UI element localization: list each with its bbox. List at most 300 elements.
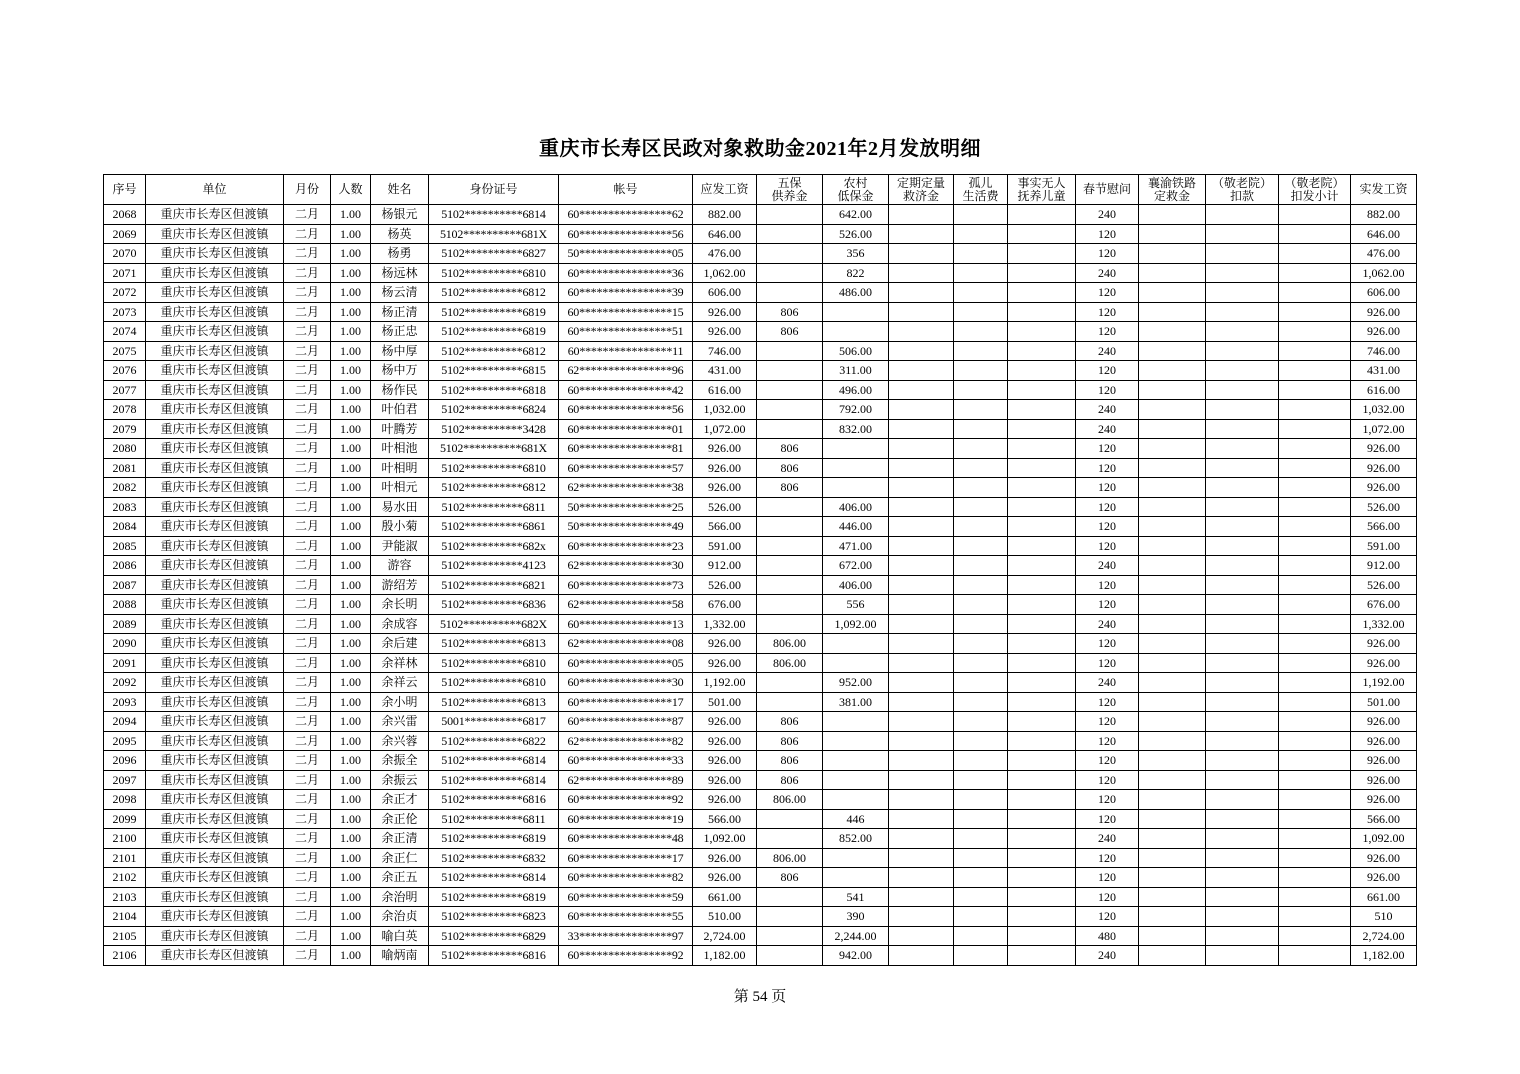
cell-gross-pay: 661.00 <box>693 887 757 907</box>
cell-account: 60****************48 <box>559 829 693 849</box>
cell-net-pay: 926.00 <box>1351 322 1417 342</box>
cell-gross-pay: 1,072.00 <box>693 419 757 439</box>
cell-nursing-home-deduction <box>1206 400 1279 420</box>
cell-serial: 2097 <box>104 770 146 790</box>
cell-rural-dibao: 822 <box>823 263 889 283</box>
cell-regular-relief <box>889 790 954 810</box>
cell-gross-pay: 926.00 <box>693 458 757 478</box>
table-row <box>104 263 1417 283</box>
cell-month: 二月 <box>284 731 331 751</box>
cell-id-number: 5102**********6810 <box>429 673 559 693</box>
cell-id-number: 5102**********6813 <box>429 634 559 654</box>
cell-unattended-child <box>1008 751 1076 771</box>
cell-unattended-child <box>1008 283 1076 303</box>
cell-month: 二月 <box>284 653 331 673</box>
cell-regular-relief <box>889 283 954 303</box>
cell-nursing-home-deduction <box>1206 536 1279 556</box>
cell-spring-festival: 240 <box>1076 673 1139 693</box>
cell-unattended-child <box>1008 419 1076 439</box>
cell-month: 二月 <box>284 790 331 810</box>
cell-serial: 2071 <box>104 263 146 283</box>
cell-name: 余兴雷 <box>371 712 429 732</box>
cell-count: 1.00 <box>331 770 371 790</box>
cell-net-pay: 926.00 <box>1351 770 1417 790</box>
cell-serial: 2080 <box>104 439 146 459</box>
cell-account: 60****************82 <box>559 868 693 888</box>
cell-nursing-home-deduction-subtotal <box>1279 244 1351 264</box>
cell-net-pay: 501.00 <box>1351 692 1417 712</box>
table-row <box>104 634 1417 654</box>
cell-net-pay: 926.00 <box>1351 478 1417 498</box>
cell-rural-dibao <box>823 653 889 673</box>
table-row <box>104 380 1417 400</box>
cell-id-number: 5102**********6829 <box>429 926 559 946</box>
cell-nursing-home-deduction-subtotal <box>1279 946 1351 966</box>
table-row <box>104 439 1417 459</box>
cell-wubao-support <box>757 361 823 381</box>
table-row <box>104 400 1417 420</box>
cell-xiangyu-railway <box>1139 400 1206 420</box>
cell-nursing-home-deduction <box>1206 224 1279 244</box>
cell-nursing-home-deduction-subtotal <box>1279 751 1351 771</box>
cell-unit: 重庆市长寿区但渡镇 <box>146 244 284 264</box>
cell-orphan-allowance <box>954 673 1008 693</box>
cell-serial: 2076 <box>104 361 146 381</box>
cell-regular-relief <box>889 770 954 790</box>
cell-month: 二月 <box>284 907 331 927</box>
cell-wubao-support <box>757 595 823 615</box>
cell-id-number: 5102**********6823 <box>429 907 559 927</box>
cell-regular-relief <box>889 380 954 400</box>
cell-nursing-home-deduction-subtotal <box>1279 907 1351 927</box>
cell-account: 62****************58 <box>559 595 693 615</box>
cell-spring-festival: 120 <box>1076 575 1139 595</box>
cell-serial: 2078 <box>104 400 146 420</box>
cell-orphan-allowance <box>954 439 1008 459</box>
cell-account: 60****************42 <box>559 380 693 400</box>
cell-account: 60****************92 <box>559 946 693 966</box>
cell-orphan-allowance <box>954 692 1008 712</box>
cell-regular-relief <box>889 848 954 868</box>
cell-count: 1.00 <box>331 224 371 244</box>
cell-id-number: 5102**********6819 <box>429 829 559 849</box>
table-row <box>104 322 1417 342</box>
cell-name: 余祥林 <box>371 653 429 673</box>
cell-net-pay: 510 <box>1351 907 1417 927</box>
cell-unattended-child <box>1008 263 1076 283</box>
cell-id-number: 5102**********6813 <box>429 692 559 712</box>
cell-net-pay: 1,192.00 <box>1351 673 1417 693</box>
cell-unattended-child <box>1008 380 1076 400</box>
cell-unattended-child <box>1008 653 1076 673</box>
cell-nursing-home-deduction-subtotal <box>1279 614 1351 634</box>
cell-gross-pay: 926.00 <box>693 751 757 771</box>
cell-id-number: 5102**********3428 <box>429 419 559 439</box>
cell-unit: 重庆市长寿区但渡镇 <box>146 907 284 927</box>
cell-spring-festival: 120 <box>1076 458 1139 478</box>
cell-xiangyu-railway <box>1139 809 1206 829</box>
cell-orphan-allowance <box>954 478 1008 498</box>
cell-unattended-child <box>1008 224 1076 244</box>
cell-unattended-child <box>1008 692 1076 712</box>
cell-gross-pay: 1,182.00 <box>693 946 757 966</box>
cell-nursing-home-deduction <box>1206 380 1279 400</box>
header-nursing-home-deduction: （敬老院） 扣款 <box>1206 175 1279 205</box>
cell-account: 60****************56 <box>559 400 693 420</box>
cell-name: 杨正忠 <box>371 322 429 342</box>
cell-month: 二月 <box>284 926 331 946</box>
cell-nursing-home-deduction <box>1206 595 1279 615</box>
cell-rural-dibao: 792.00 <box>823 400 889 420</box>
cell-serial: 2104 <box>104 907 146 927</box>
cell-name: 余振云 <box>371 770 429 790</box>
cell-regular-relief <box>889 692 954 712</box>
cell-spring-festival: 120 <box>1076 302 1139 322</box>
cell-xiangyu-railway <box>1139 322 1206 342</box>
cell-net-pay: 912.00 <box>1351 556 1417 576</box>
cell-count: 1.00 <box>331 497 371 517</box>
cell-nursing-home-deduction-subtotal <box>1279 731 1351 751</box>
cell-nursing-home-deduction <box>1206 731 1279 751</box>
header-wubao-support: 五保 供养金 <box>757 175 823 205</box>
cell-orphan-allowance <box>954 809 1008 829</box>
cell-net-pay: 566.00 <box>1351 809 1417 829</box>
cell-month: 二月 <box>284 380 331 400</box>
cell-serial: 2093 <box>104 692 146 712</box>
table-row <box>104 556 1417 576</box>
cell-net-pay: 926.00 <box>1351 751 1417 771</box>
cell-gross-pay: 501.00 <box>693 692 757 712</box>
cell-nursing-home-deduction-subtotal <box>1279 497 1351 517</box>
cell-name: 杨远林 <box>371 263 429 283</box>
cell-orphan-allowance <box>954 517 1008 537</box>
header-unattended-child: 事实无人 抚养儿童 <box>1008 175 1076 205</box>
cell-xiangyu-railway <box>1139 868 1206 888</box>
cell-xiangyu-railway <box>1139 575 1206 595</box>
header-unit: 单位 <box>146 175 284 205</box>
cell-nursing-home-deduction-subtotal <box>1279 205 1351 225</box>
cell-spring-festival: 120 <box>1076 751 1139 771</box>
cell-count: 1.00 <box>331 751 371 771</box>
cell-regular-relief <box>889 809 954 829</box>
cell-nursing-home-deduction-subtotal <box>1279 458 1351 478</box>
cell-net-pay: 1,092.00 <box>1351 829 1417 849</box>
cell-id-number: 5102**********6816 <box>429 946 559 966</box>
cell-serial: 2083 <box>104 497 146 517</box>
table-row <box>104 790 1417 810</box>
cell-wubao-support: 806.00 <box>757 653 823 673</box>
cell-xiangyu-railway <box>1139 595 1206 615</box>
cell-net-pay: 591.00 <box>1351 536 1417 556</box>
cell-regular-relief <box>889 341 954 361</box>
cell-wubao-support <box>757 224 823 244</box>
page-number: 第 54 页 <box>733 989 787 1005</box>
cell-unit: 重庆市长寿区但渡镇 <box>146 829 284 849</box>
cell-nursing-home-deduction <box>1206 829 1279 849</box>
cell-gross-pay: 926.00 <box>693 731 757 751</box>
cell-name: 余后建 <box>371 634 429 654</box>
cell-net-pay: 1,332.00 <box>1351 614 1417 634</box>
cell-count: 1.00 <box>331 341 371 361</box>
cell-name: 余正五 <box>371 868 429 888</box>
cell-unattended-child <box>1008 946 1076 966</box>
cell-unattended-child <box>1008 926 1076 946</box>
cell-rural-dibao: 556 <box>823 595 889 615</box>
cell-unattended-child <box>1008 809 1076 829</box>
cell-orphan-allowance <box>954 595 1008 615</box>
cell-id-number: 5102**********6815 <box>429 361 559 381</box>
cell-id-number: 5102**********6836 <box>429 595 559 615</box>
cell-gross-pay: 1,062.00 <box>693 263 757 283</box>
cell-regular-relief <box>889 575 954 595</box>
cell-name: 叶相池 <box>371 439 429 459</box>
cell-unattended-child <box>1008 205 1076 225</box>
cell-wubao-support: 806 <box>757 770 823 790</box>
cell-wubao-support: 806 <box>757 751 823 771</box>
header-xiangyu-railway: 襄渝铁路 定救金 <box>1139 175 1206 205</box>
cell-wubao-support: 806.00 <box>757 848 823 868</box>
cell-unit: 重庆市长寿区但渡镇 <box>146 634 284 654</box>
cell-rural-dibao: 406.00 <box>823 497 889 517</box>
cell-nursing-home-deduction <box>1206 614 1279 634</box>
header-id-number: 身份证号 <box>429 175 559 205</box>
cell-gross-pay: 882.00 <box>693 205 757 225</box>
cell-orphan-allowance <box>954 244 1008 264</box>
cell-nursing-home-deduction <box>1206 244 1279 264</box>
cell-xiangyu-railway <box>1139 712 1206 732</box>
cell-unattended-child <box>1008 244 1076 264</box>
cell-id-number: 5102**********6814 <box>429 205 559 225</box>
cell-id-number: 5102**********6819 <box>429 887 559 907</box>
cell-wubao-support: 806 <box>757 731 823 751</box>
cell-month: 二月 <box>284 692 331 712</box>
cell-orphan-allowance <box>954 926 1008 946</box>
header-nursing-home-deduction-subtotal: （敬老院） 扣发小计 <box>1279 175 1351 205</box>
cell-month: 二月 <box>284 887 331 907</box>
cell-rural-dibao: 381.00 <box>823 692 889 712</box>
cell-account: 60****************13 <box>559 614 693 634</box>
cell-orphan-allowance <box>954 751 1008 771</box>
cell-xiangyu-railway <box>1139 458 1206 478</box>
cell-nursing-home-deduction-subtotal <box>1279 887 1351 907</box>
cell-unit: 重庆市长寿区但渡镇 <box>146 692 284 712</box>
table-row <box>104 770 1417 790</box>
cell-month: 二月 <box>284 283 331 303</box>
cell-unit: 重庆市长寿区但渡镇 <box>146 731 284 751</box>
cell-xiangyu-railway <box>1139 634 1206 654</box>
cell-month: 二月 <box>284 770 331 790</box>
cell-unattended-child <box>1008 673 1076 693</box>
cell-name: 杨英 <box>371 224 429 244</box>
cell-rural-dibao <box>823 478 889 498</box>
cell-nursing-home-deduction <box>1206 283 1279 303</box>
cell-nursing-home-deduction-subtotal <box>1279 478 1351 498</box>
table-row <box>104 887 1417 907</box>
cell-nursing-home-deduction-subtotal <box>1279 829 1351 849</box>
cell-orphan-allowance <box>954 887 1008 907</box>
cell-spring-festival: 120 <box>1076 380 1139 400</box>
cell-serial: 2099 <box>104 809 146 829</box>
cell-id-number: 5102**********682x <box>429 536 559 556</box>
cell-unit: 重庆市长寿区但渡镇 <box>146 868 284 888</box>
cell-unattended-child <box>1008 770 1076 790</box>
table-row <box>104 497 1417 517</box>
cell-month: 二月 <box>284 439 331 459</box>
cell-net-pay: 431.00 <box>1351 361 1417 381</box>
cell-net-pay: 661.00 <box>1351 887 1417 907</box>
cell-rural-dibao <box>823 302 889 322</box>
cell-id-number: 5102**********6810 <box>429 263 559 283</box>
cell-serial: 2096 <box>104 751 146 771</box>
cell-unit: 重庆市长寿区但渡镇 <box>146 848 284 868</box>
cell-name: 余治明 <box>371 887 429 907</box>
cell-count: 1.00 <box>331 829 371 849</box>
cell-unit: 重庆市长寿区但渡镇 <box>146 361 284 381</box>
cell-unit: 重庆市长寿区但渡镇 <box>146 419 284 439</box>
table-row <box>104 673 1417 693</box>
cell-serial: 2079 <box>104 419 146 439</box>
cell-xiangyu-railway <box>1139 673 1206 693</box>
cell-name: 叶伯君 <box>371 400 429 420</box>
cell-unit: 重庆市长寿区但渡镇 <box>146 517 284 537</box>
cell-id-number: 5102**********6812 <box>429 341 559 361</box>
cell-net-pay: 676.00 <box>1351 595 1417 615</box>
cell-regular-relief <box>889 478 954 498</box>
cell-nursing-home-deduction-subtotal <box>1279 361 1351 381</box>
cell-gross-pay: 431.00 <box>693 361 757 381</box>
table-row <box>104 283 1417 303</box>
cell-wubao-support <box>757 536 823 556</box>
cell-rural-dibao: 672.00 <box>823 556 889 576</box>
cell-month: 二月 <box>284 536 331 556</box>
cell-spring-festival: 120 <box>1076 361 1139 381</box>
cell-unit: 重庆市长寿区但渡镇 <box>146 380 284 400</box>
cell-id-number: 5102**********6810 <box>429 653 559 673</box>
cell-spring-festival: 240 <box>1076 556 1139 576</box>
cell-account: 60****************33 <box>559 751 693 771</box>
cell-count: 1.00 <box>331 478 371 498</box>
cell-orphan-allowance <box>954 380 1008 400</box>
cell-xiangyu-railway <box>1139 380 1206 400</box>
cell-name: 叶相元 <box>371 478 429 498</box>
cell-xiangyu-railway <box>1139 887 1206 907</box>
table-row <box>104 926 1417 946</box>
cell-name: 游绍芳 <box>371 575 429 595</box>
cell-orphan-allowance <box>954 224 1008 244</box>
cell-rural-dibao: 642.00 <box>823 205 889 225</box>
cell-gross-pay: 926.00 <box>693 790 757 810</box>
cell-orphan-allowance <box>954 302 1008 322</box>
cell-regular-relief <box>889 634 954 654</box>
cell-xiangyu-railway <box>1139 556 1206 576</box>
cell-xiangyu-railway <box>1139 478 1206 498</box>
cell-orphan-allowance <box>954 829 1008 849</box>
cell-rural-dibao <box>823 848 889 868</box>
cell-wubao-support: 806 <box>757 302 823 322</box>
cell-unattended-child <box>1008 536 1076 556</box>
cell-xiangyu-railway <box>1139 946 1206 966</box>
cell-wubao-support <box>757 907 823 927</box>
cell-name: 殷小菊 <box>371 517 429 537</box>
cell-month: 二月 <box>284 575 331 595</box>
cell-id-number: 5102**********682X <box>429 614 559 634</box>
cell-orphan-allowance <box>954 770 1008 790</box>
cell-unit: 重庆市长寿区但渡镇 <box>146 926 284 946</box>
cell-nursing-home-deduction-subtotal <box>1279 517 1351 537</box>
cell-wubao-support <box>757 400 823 420</box>
cell-spring-festival: 120 <box>1076 692 1139 712</box>
header-month: 月份 <box>284 175 331 205</box>
cell-wubao-support <box>757 926 823 946</box>
cell-net-pay: 926.00 <box>1351 712 1417 732</box>
cell-spring-festival: 240 <box>1076 419 1139 439</box>
cell-name: 余祥云 <box>371 673 429 693</box>
cell-nursing-home-deduction-subtotal <box>1279 224 1351 244</box>
cell-net-pay: 2,724.00 <box>1351 926 1417 946</box>
cell-unit: 重庆市长寿区但渡镇 <box>146 322 284 342</box>
cell-unit: 重庆市长寿区但渡镇 <box>146 302 284 322</box>
cell-count: 1.00 <box>331 634 371 654</box>
cell-count: 1.00 <box>331 517 371 537</box>
cell-xiangyu-railway <box>1139 907 1206 927</box>
cell-serial: 2082 <box>104 478 146 498</box>
cell-xiangyu-railway <box>1139 536 1206 556</box>
cell-serial: 2095 <box>104 731 146 751</box>
cell-orphan-allowance <box>954 848 1008 868</box>
cell-rural-dibao: 942.00 <box>823 946 889 966</box>
cell-wubao-support <box>757 829 823 849</box>
cell-gross-pay: 926.00 <box>693 712 757 732</box>
cell-account: 62****************96 <box>559 361 693 381</box>
cell-wubao-support: 806 <box>757 458 823 478</box>
cell-rural-dibao <box>823 634 889 654</box>
cell-wubao-support: 806.00 <box>757 790 823 810</box>
cell-month: 二月 <box>284 595 331 615</box>
cell-serial: 2103 <box>104 887 146 907</box>
cell-nursing-home-deduction-subtotal <box>1279 653 1351 673</box>
cell-month: 二月 <box>284 458 331 478</box>
cell-gross-pay: 746.00 <box>693 341 757 361</box>
cell-account: 60****************15 <box>559 302 693 322</box>
cell-unit: 重庆市长寿区但渡镇 <box>146 263 284 283</box>
cell-nursing-home-deduction-subtotal <box>1279 868 1351 888</box>
cell-account: 60****************87 <box>559 712 693 732</box>
cell-account: 62****************08 <box>559 634 693 654</box>
cell-nursing-home-deduction <box>1206 517 1279 537</box>
cell-regular-relief <box>889 868 954 888</box>
cell-unit: 重庆市长寿区但渡镇 <box>146 614 284 634</box>
cell-gross-pay: 646.00 <box>693 224 757 244</box>
cell-rural-dibao <box>823 712 889 732</box>
cell-month: 二月 <box>284 224 331 244</box>
cell-count: 1.00 <box>331 439 371 459</box>
cell-count: 1.00 <box>331 400 371 420</box>
cell-id-number: 5102**********681X <box>429 439 559 459</box>
payment-table <box>103 174 1417 966</box>
cell-name: 叶腾芳 <box>371 419 429 439</box>
cell-net-pay: 926.00 <box>1351 634 1417 654</box>
cell-month: 二月 <box>284 205 331 225</box>
cell-regular-relief <box>889 887 954 907</box>
cell-nursing-home-deduction <box>1206 341 1279 361</box>
cell-wubao-support <box>757 575 823 595</box>
cell-spring-festival: 120 <box>1076 536 1139 556</box>
cell-count: 1.00 <box>331 926 371 946</box>
cell-gross-pay: 606.00 <box>693 283 757 303</box>
cell-serial: 2074 <box>104 322 146 342</box>
cell-spring-festival: 120 <box>1076 848 1139 868</box>
cell-regular-relief <box>889 673 954 693</box>
